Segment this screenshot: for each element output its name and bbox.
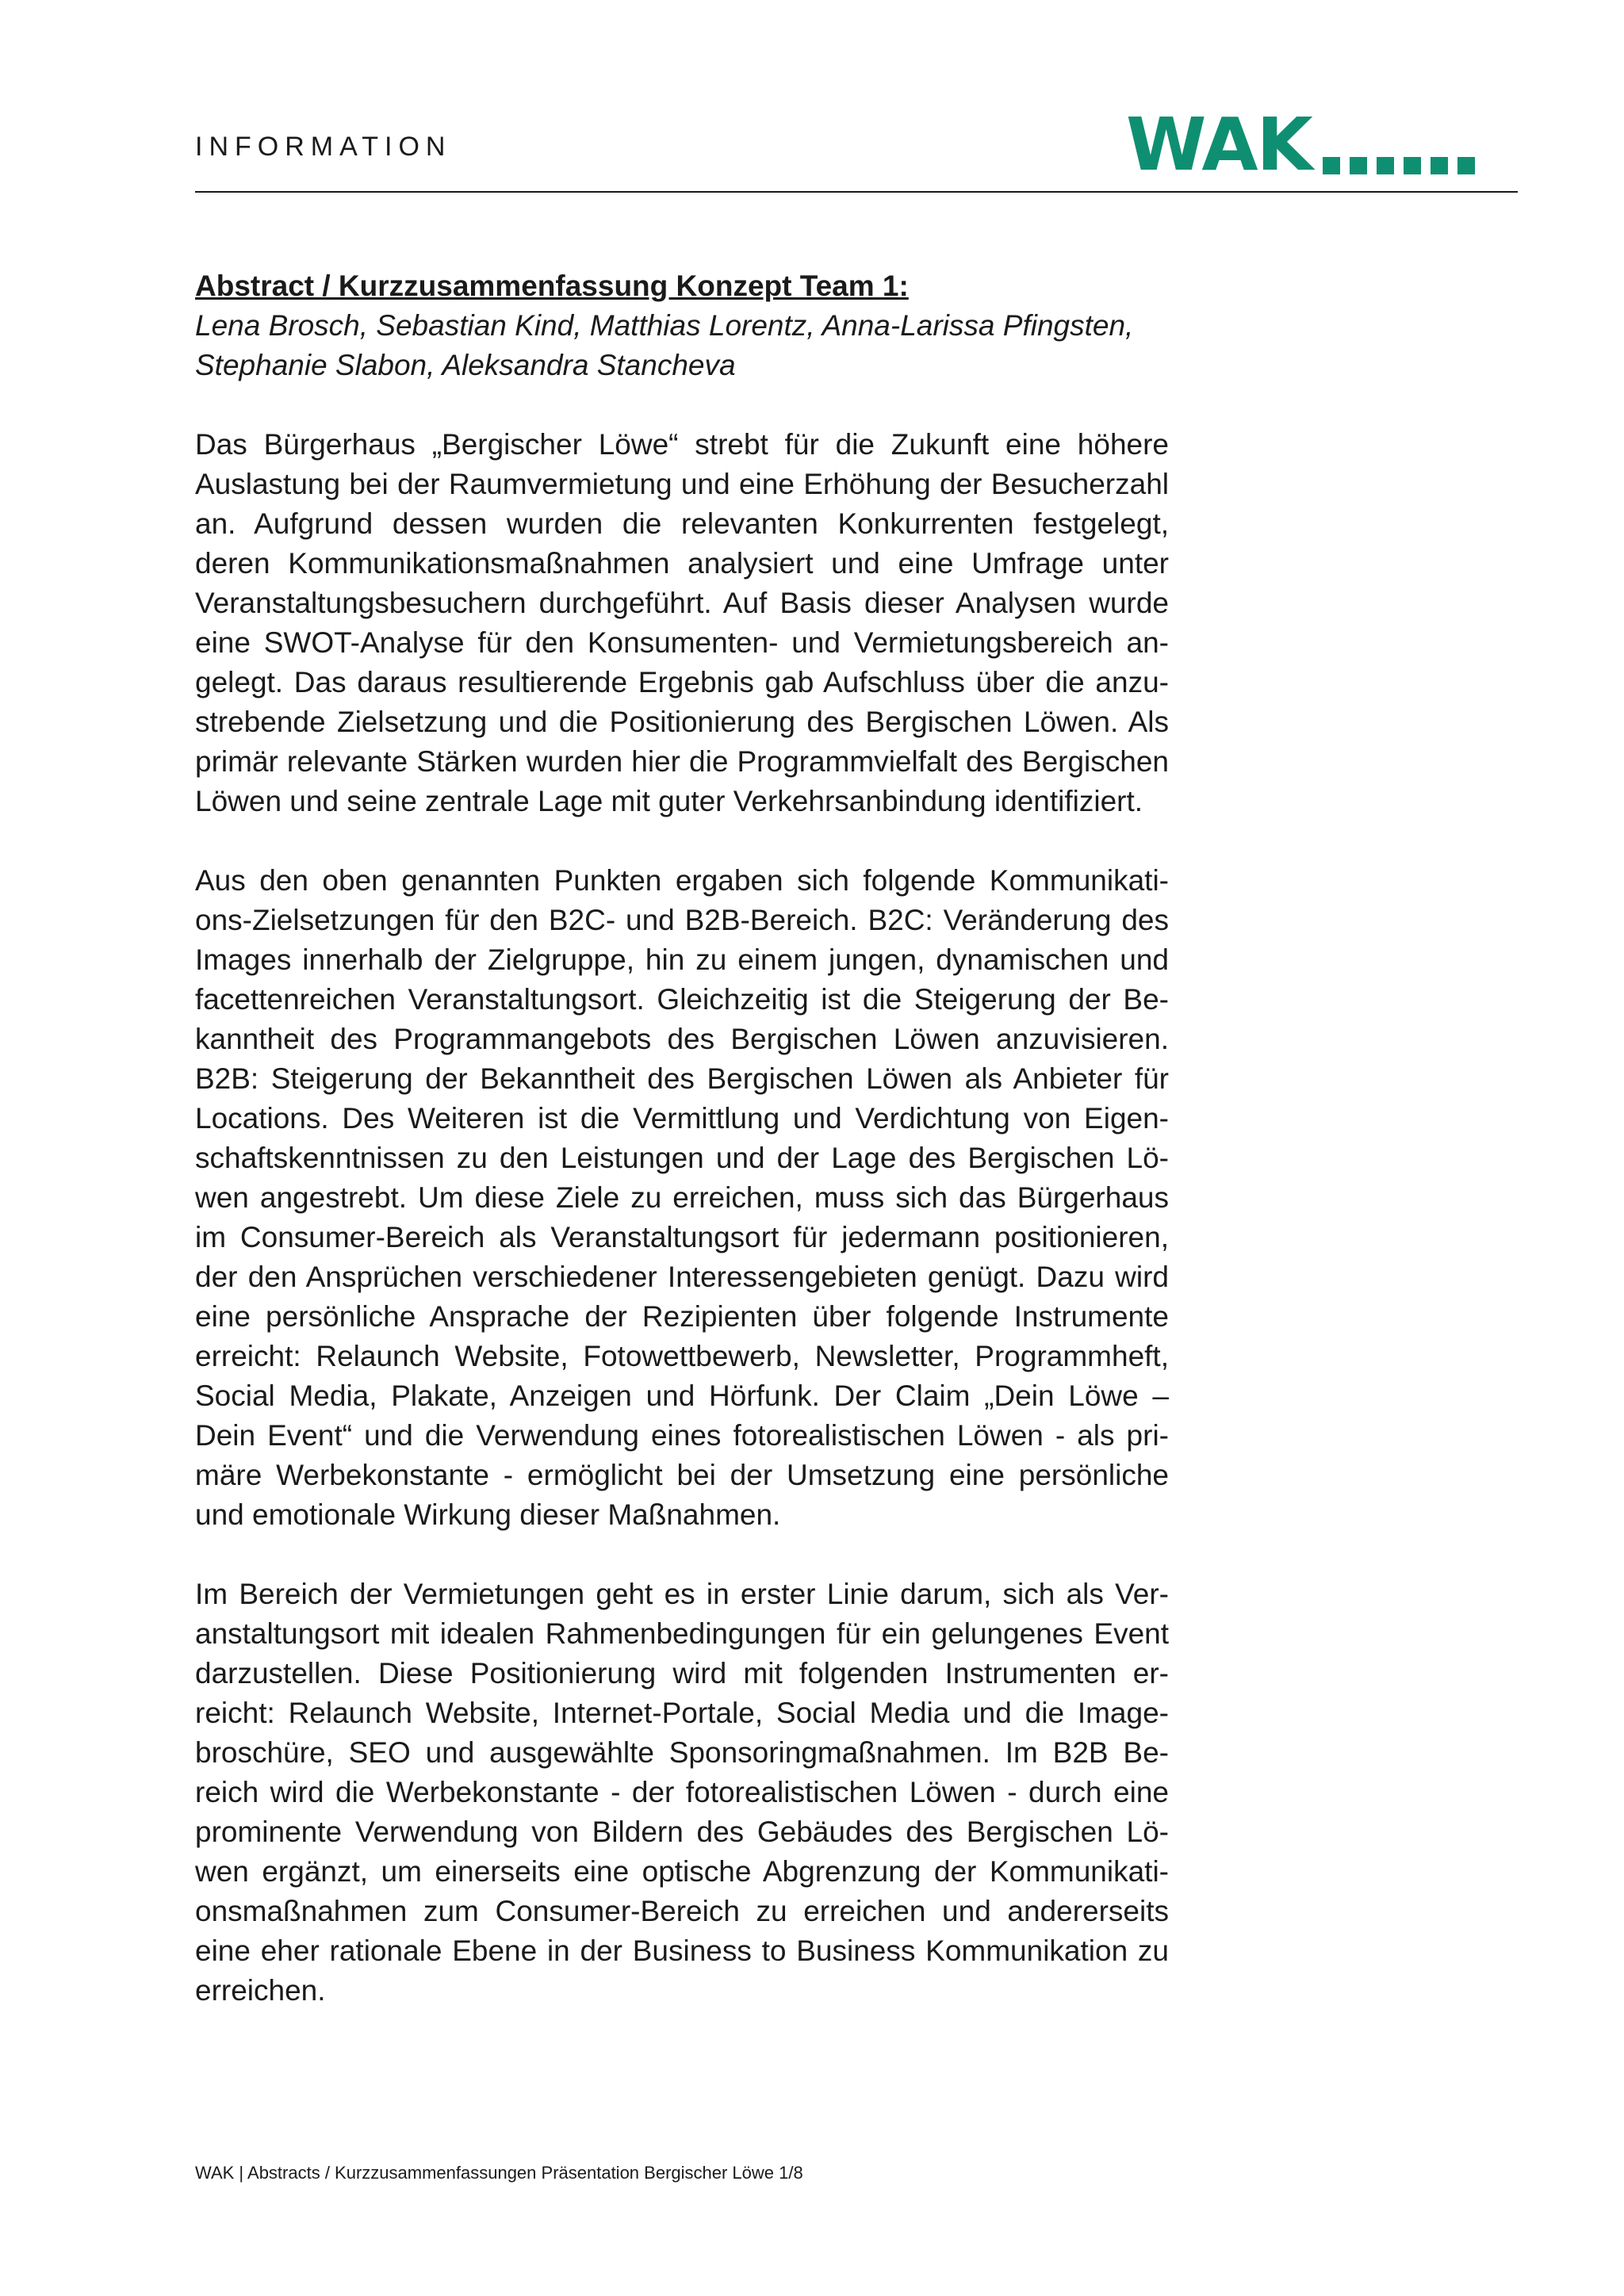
logo-dot: [1377, 157, 1394, 174]
paragraph-1: Das Bürgerhaus „Bergischer Löwe“ strebt für die Zukunft eine höhere Auslastung bei der Raumvermietung und eine Erhöhung der Besucherzahl an. Aufgrund dessen wurden die relevanten Konkurrenten festgelegt, deren Kommunikationsmaßnahmen analysiert und eine Umfrage unter Veranstaltungsbesuchern durchgeführt. Auf Basis dieser Analysen wurde eine SWOT-Analyse für den Konsumenten- und Vermietungsbereich angelegt. Das daraus resultierende Ergebnis gab Aufschluss über die anzustrebende Zielsetzung und die Positionierung des Bergischen Löwen. Als primär relevante Stärken wurden hier die Programmvielfalt des Bergischen Löwen und seine zentrale Lage mit guter Verkehrsanbindung identifiziert.: [195, 428, 1169, 817]
header-divider: [195, 191, 1518, 193]
paragraph-3: Im Bereich der Vermietungen geht es in erster Linie darum, sich als Veranstaltungsort mit idealen Rahmenbedingungen für ein gelungenes Event darzustellen. Diese Positionierung wird mit folgenden Instrumenten erreicht: Relaunch Website, Internet-Portale, Social Media und die Imagebroschüre, SEO und ausgewählte Sponsoringmaßnahmen. Im B2B Bereich wird die Werbekonstante - der fotorealistischen Löwen - durch eine prominente Verwendung von Bildern des Gebäudes des Bergischen Löwen ergänzt, um einerseits eine optische Abgrenzung der Kommunikationsmaßnahmen zum Consumer-Bereich zu erreichen und andererseits eine eher rationale Ebene in der Business to Business Kommunikation zu erreichen.: [195, 1578, 1169, 2007]
paragraph-2: Aus den oben genannten Punkten ergaben sich folgende Kommunikations-Zielsetzungen für den B2C- und B2B-Bereich. B2C: Veränderung des Images innerhalb der Zielgruppe, hin zu einem jungen, dynamischen und facettenreichen Veranstaltungsort. Gleichzeitig ist die Steigerung der Bekanntheit des Programmangebots des Bergischen Löwen anzuvisieren. B2B: Steigerung der Bekanntheit des Bergischen Löwen als Anbieter für Locations. Des Weiteren ist die Vermittlung und Verdichtung von Eigenschaftskenntnissen zu den Leistungen und der Lage des Bergischen Löwen angestrebt. Um diese Ziele zu erreichen, muss sich das Bürgerhaus im Consumer-Bereich als Veranstaltungsort für jedermann positionieren, der den Ansprüchen verschiedener Interessengebieten genügt. Dazu wird eine persönliche Ansprache der Rezipienten über folgende Instrumente erreicht: Relaunch Website, Fotowettbewerb, Newsletter, Programmheft, Social Media, Plakate, Anzeigen und Hörfunk. Der Claim „Dein Löwe – Dein Event“ und die Verwendung eines fotorealistischen Löwen - als primäre Werbekonstante - ermöglicht bei der Umsetzung eine persönliche und emotionale Wirkung dieser Maßnahmen.: [195, 864, 1169, 1531]
header-label: INFORMATION: [195, 132, 452, 162]
logo-dot: [1323, 157, 1340, 174]
logo-dots: [1323, 157, 1475, 174]
authors-line-2: Stephanie Slabon, Aleksandra Stancheva: [195, 349, 736, 381]
document-body: [195, 266, 1169, 2011]
logo-text: WAK: [1126, 102, 1312, 187]
logo-dot: [1431, 157, 1448, 174]
wak-logo: [1126, 102, 1475, 187]
document-title: Abstract / Kurzzusammenfassung Konzept Team 1:: [195, 270, 909, 302]
logo-dot: [1457, 157, 1475, 174]
authors-line-1: Lena Brosch, Sebastian Kind, Matthias Lorentz, Anna-Larissa Pfingsten,: [195, 309, 1134, 342]
page-footer: WAK | Abstracts / Kurzzusammenfassungen Präsentation Bergischer Löwe 1/8: [195, 2163, 803, 2183]
logo-dot: [1350, 157, 1367, 174]
logo-dot: [1404, 157, 1421, 174]
